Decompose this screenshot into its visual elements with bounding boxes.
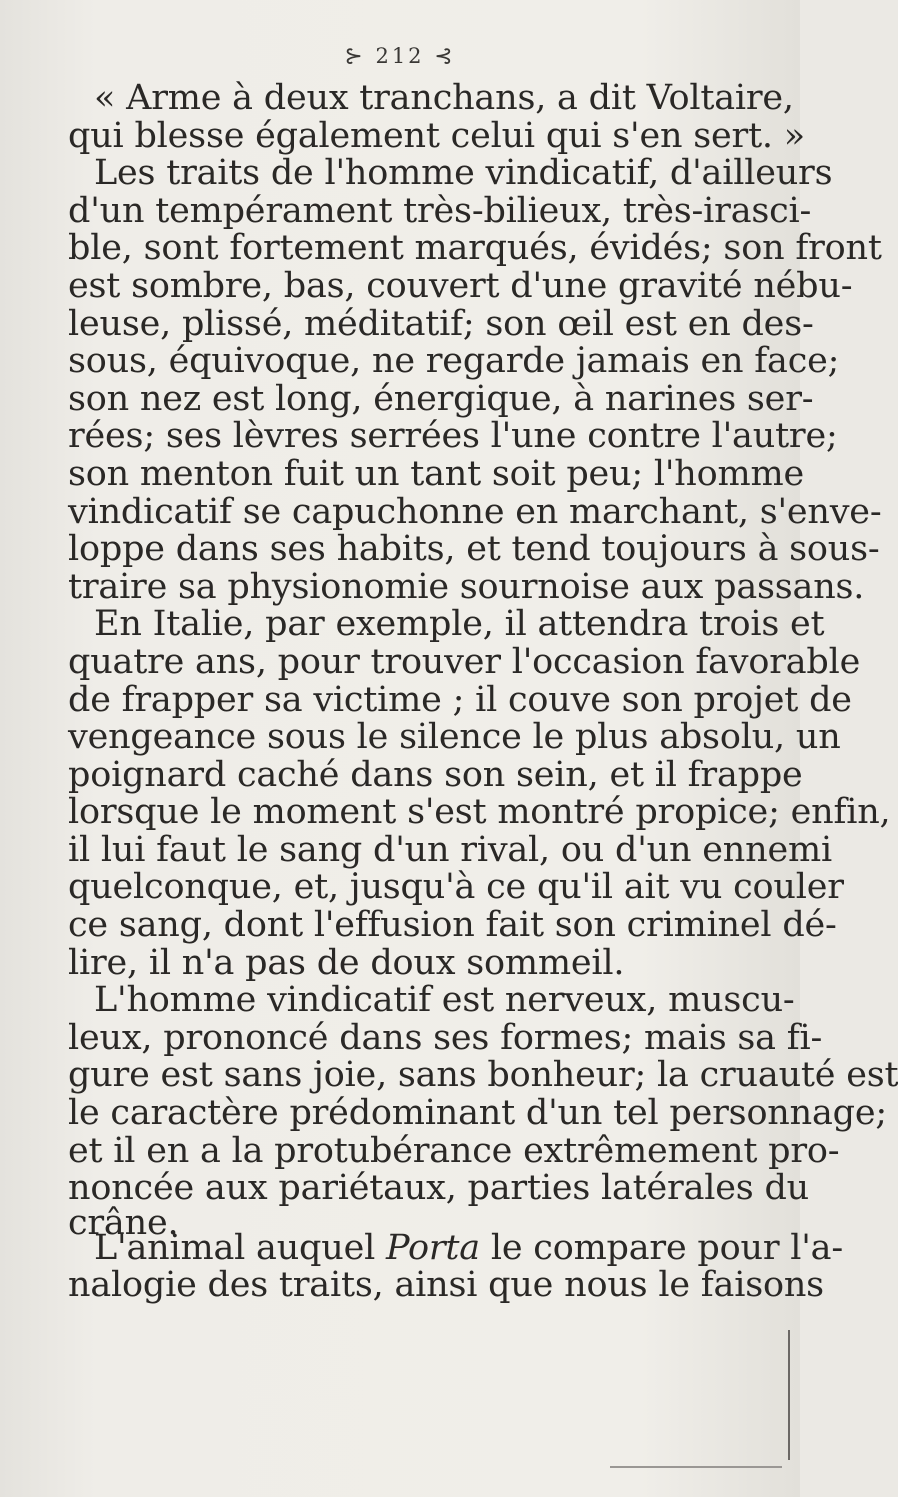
text-line: et il en a la protubérance extrêmement pro- (68, 1130, 840, 1171)
text-line: quelconque, et, jusqu'à ce qu'il ait vu couler (68, 867, 844, 908)
right-ornament: ⊰ (434, 44, 456, 69)
text-line: de frapper sa victime ; il couve son projet de (68, 679, 852, 720)
left-ornament: ⊱ (344, 44, 366, 69)
text-line: il lui faut le sang d'un rival, ou d'un ennemi (68, 829, 832, 870)
text-line: gure est sans joie, sans bonheur; la cruauté est (68, 1055, 898, 1096)
text-line: qui blesse également celui qui s'en sert. » (68, 115, 805, 156)
text-line: noncée aux pariétaux, parties latérales du (68, 1168, 809, 1209)
text-line: son menton fuit un tant soit peu; l'homme (68, 453, 805, 494)
text-line: vindicatif se capuchonne en marchant, s'enve- (68, 491, 882, 532)
text-line: ce sang, dont l'effusion fait son criminel dé- (68, 905, 837, 946)
text-line: est sombre, bas, couvert d'une gravité nébu- (68, 265, 853, 306)
body-text (68, 78, 898, 1306)
text-line: le caractère prédominant d'un tel personnage; (68, 1093, 887, 1134)
text-line: vengeance sous le silence le plus absolu, un (68, 717, 841, 758)
text-line (68, 1227, 843, 1268)
author-name-porta: Porta (386, 1227, 480, 1268)
page-header (0, 44, 800, 69)
text-line: d'un tempérament très-bilieux, très-irasci- (68, 190, 812, 231)
text-line: lire, il n'a pas de doux sommeil. (68, 942, 625, 983)
text-line: loppe dans ses habits, et tend toujours à sous- (68, 529, 880, 570)
text-line: poignard caché dans son sein, et il frappe (68, 754, 803, 795)
text-line: traire sa physionomie sournoise aux passans. (68, 566, 865, 607)
text-line: « Arme à deux tranchans, a dit Voltaire, (94, 78, 794, 118)
text-line: lorsque le moment s'est montré propice; enfin, (68, 792, 891, 833)
text-line: Les traits de l'homme vindicatif, d'ailleurs (94, 153, 833, 194)
text-line: leux, prononcé dans ses formes; mais sa fi- (68, 1017, 823, 1058)
text-line: son nez est long, énergique, à narines ser- (68, 378, 814, 419)
text-line: En Italie, par exemple, il attendra trois et (94, 604, 825, 645)
text-line: ble, sont fortement marqués, évidés; son front (68, 228, 882, 269)
text-line: quatre ans, pour trouver l'occasion favorable (68, 641, 861, 682)
text-line: rées; ses lèvres serrées l'une contre l'autre; (68, 416, 838, 457)
text-line: leuse, plissé, méditatif; son œil est en des- (68, 303, 814, 344)
page-bottom-rule (610, 1466, 782, 1468)
text-segment: L'animal auquel (94, 1227, 376, 1268)
text-line: crâne. (68, 1202, 179, 1243)
text-line: L'homme vindicatif est nerveux, muscu- (94, 980, 795, 1021)
text-line: nalogie des traits, ainsi que nous le faisons (68, 1265, 824, 1306)
page-number: 212 (375, 44, 425, 68)
text-line: sous, équivoque, ne regarde jamais en face; (68, 341, 840, 382)
text-segment: le compare pour l'a- (490, 1227, 843, 1268)
page-edge-mark (782, 1330, 790, 1460)
